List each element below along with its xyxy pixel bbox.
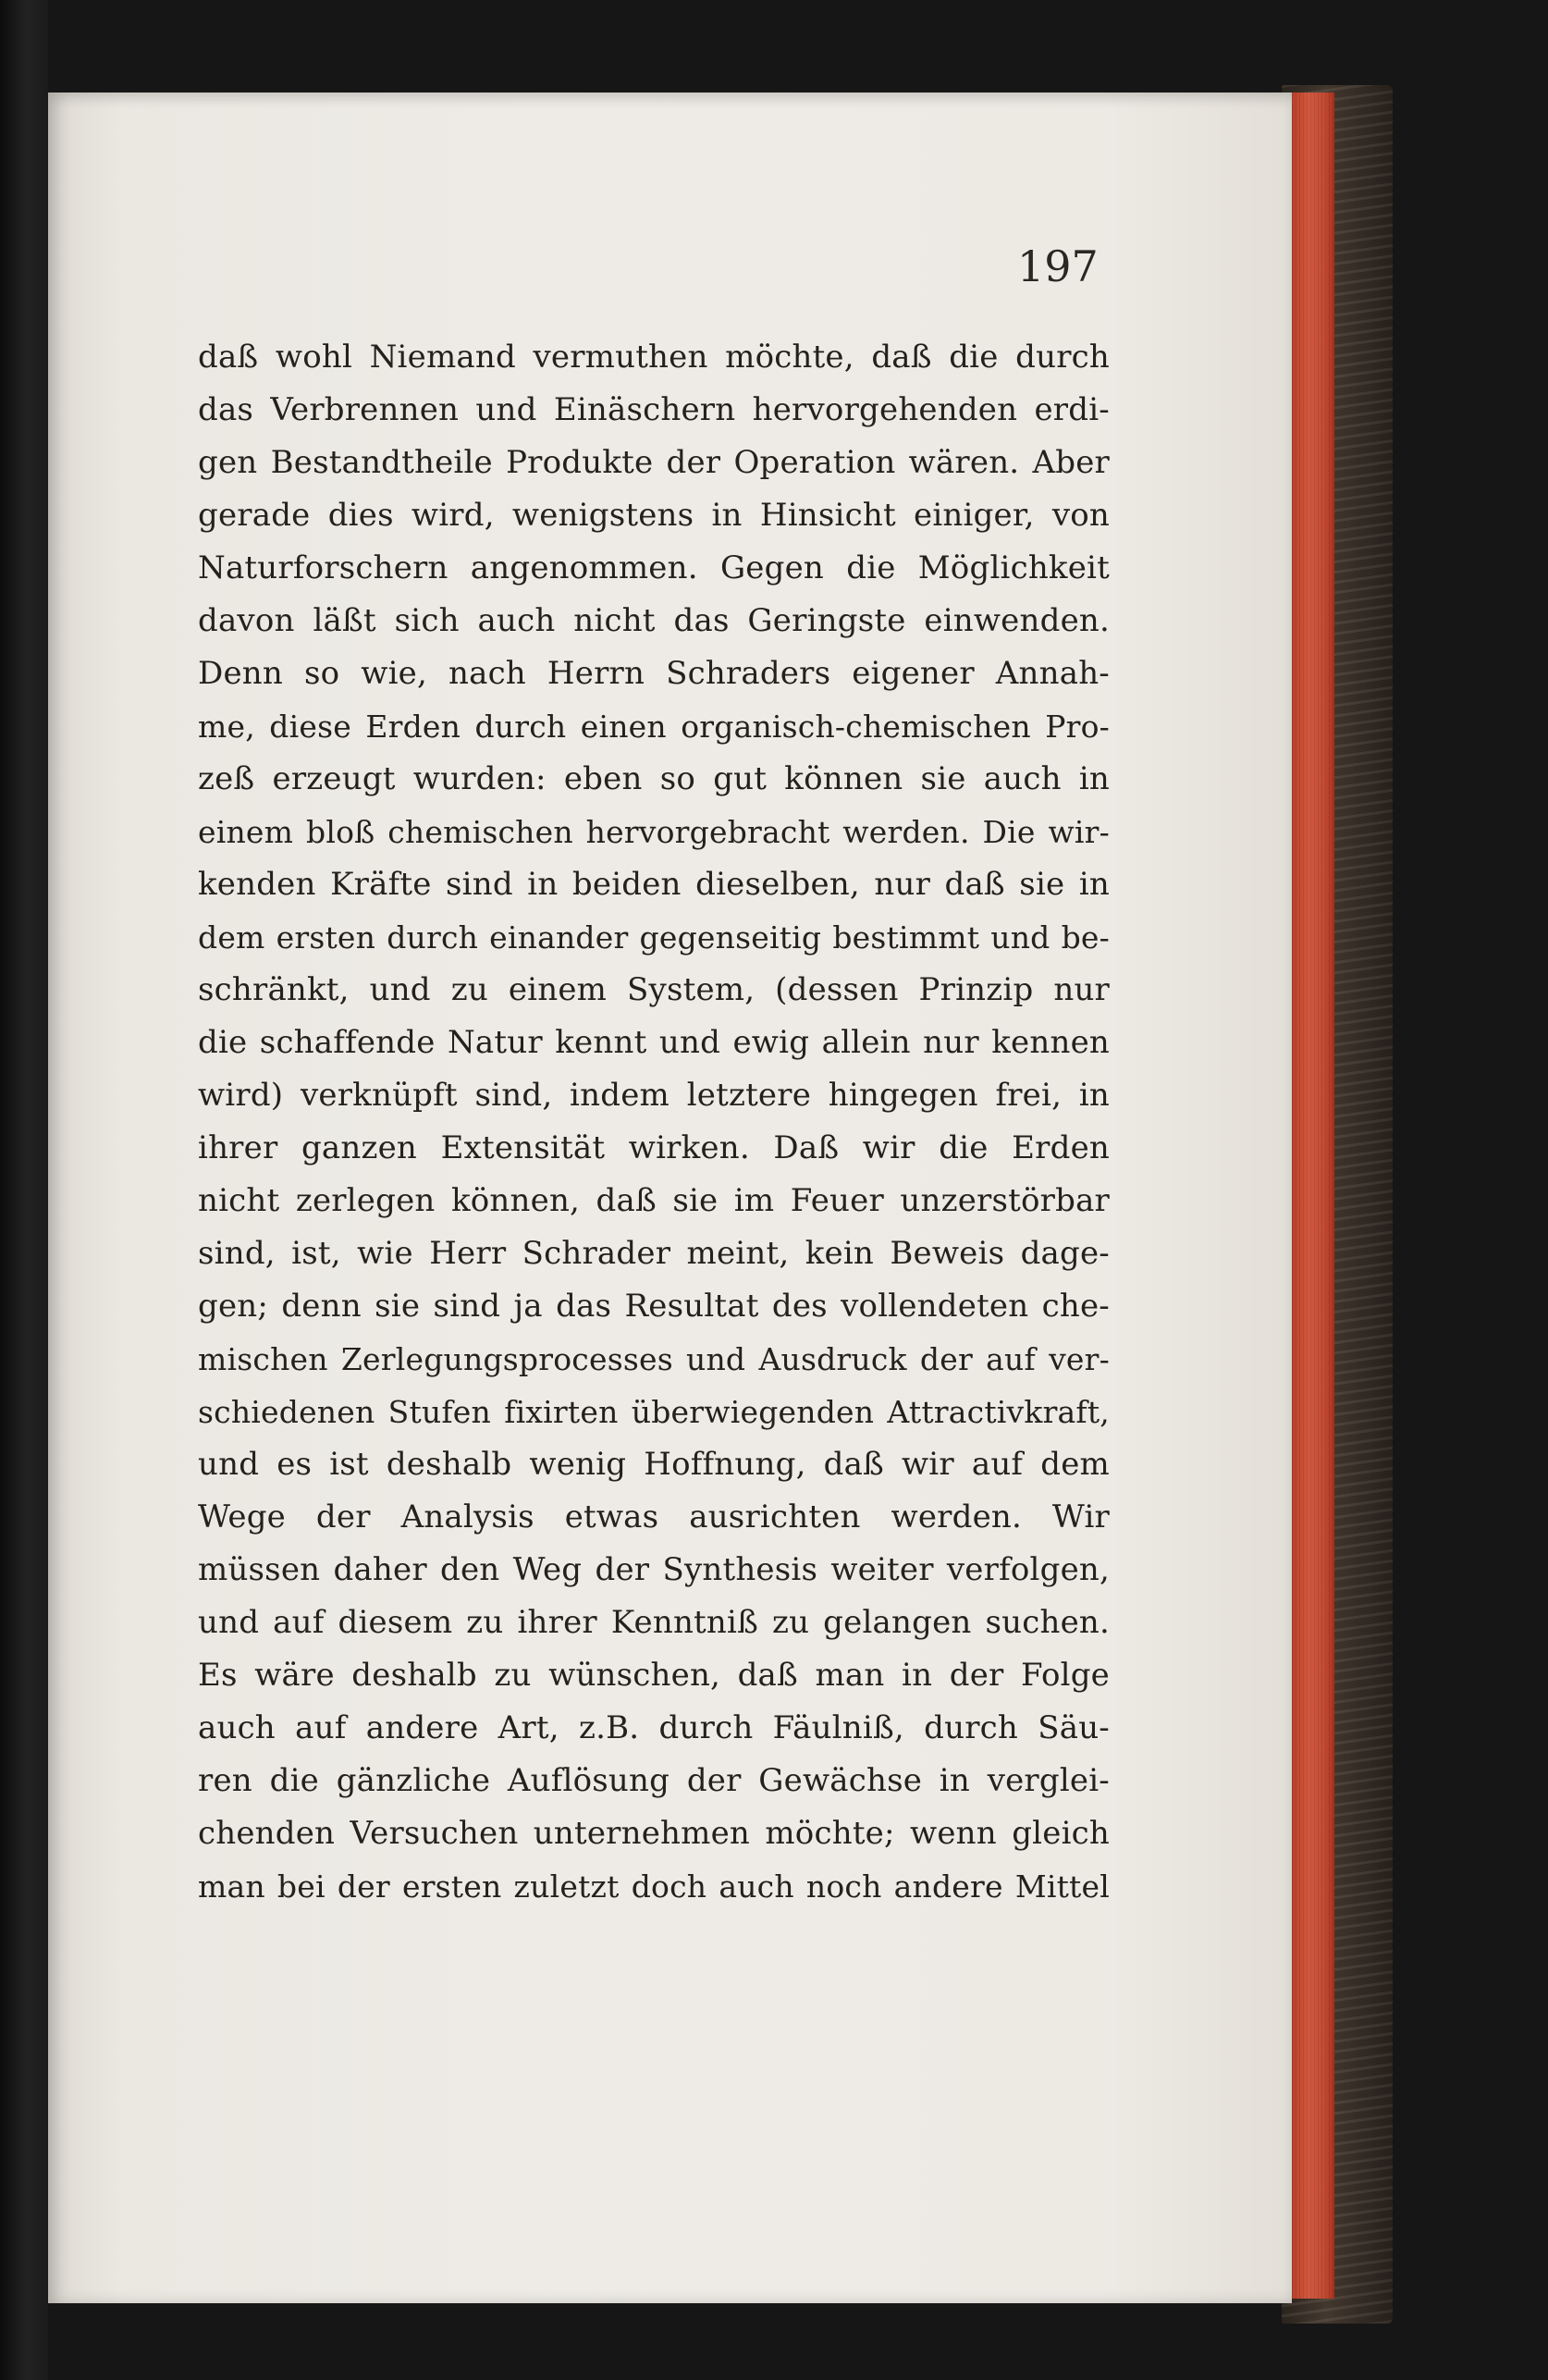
text-line: zeß erzeugt wurden: eben so gut können sie auch in — [198, 760, 1110, 797]
text-line: davon läßt sich auch nicht das Geringste einwenden. — [198, 602, 1110, 639]
text-line: chenden Versuchen unternehmen möchte; wenn gleich — [198, 1815, 1110, 1852]
text-line: mischen Zerlegungsprocesses und Ausdruck der auf ver- — [198, 1341, 1110, 1377]
red-page-edge — [1288, 92, 1334, 2299]
page-number: 197 — [1017, 241, 1099, 291]
text-line: müssen daher den Weg der Synthesis weiter verfolgen, — [198, 1551, 1110, 1588]
text-line: das Verbrennen und Einäschern hervorgehenden erdi- — [198, 391, 1110, 428]
text-line: Es wäre deshalb zu wünschen, daß man in der Folge — [198, 1657, 1110, 1694]
text-line: ren die gänzliche Auflösung der Gewächse in verglei- — [198, 1762, 1110, 1799]
text-line: gen Bestandtheile Produkte der Operation wären. Aber — [198, 444, 1110, 481]
text-line: einem bloß chemischen hervorgebracht werden. Die wir- — [198, 814, 1110, 850]
text-line: und es ist deshalb wenig Hoffnung, daß wir auf dem — [198, 1446, 1110, 1483]
text-line: schiedenen Stufen fixirten überwiegenden Attractivkraft, — [198, 1394, 1110, 1430]
text-line: me, diese Erden durch einen organisch-chemischen Pro- — [198, 709, 1110, 745]
text-line: Denn so wie, nach Herrn Schraders eigener Annah- — [198, 655, 1110, 692]
text-line: kenden Kräfte sind in beiden dieselben, nur daß sie in — [198, 866, 1110, 903]
text-line: gen; denn sie sind ja das Resultat des vollendeten che- — [198, 1288, 1110, 1325]
text-line: wird) verknüpft sind, indem letztere hingegen frei, in — [198, 1077, 1110, 1114]
text-line: auch auf andere Art, z.B. durch Fäulniß, durch Säu- — [198, 1709, 1110, 1746]
text-line: daß wohl Niemand vermuthen möchte, daß die durch — [198, 339, 1110, 376]
facing-page-shadow — [0, 0, 48, 2380]
body-text — [198, 331, 1110, 1913]
text-line: und auf diesem zu ihrer Kenntniß zu gelangen suchen. — [198, 1604, 1110, 1641]
text-line: sind, ist, wie Herr Schrader meint, kein Beweis dage- — [198, 1235, 1110, 1272]
text-line: nicht zerlegen können, daß sie im Feuer unzerstörbar — [198, 1182, 1110, 1219]
text-line: ihrer ganzen Extensität wirken. Daß wir die Erden — [198, 1129, 1110, 1166]
text-line: dem ersten durch einander gegenseitig bestimmt und be- — [198, 919, 1110, 956]
text-line: Wege der Analysis etwas ausrichten werden. Wir — [198, 1498, 1110, 1535]
text-line: Naturforschern angenommen. Gegen die Möglichkeit — [198, 549, 1110, 586]
text-line: die schaffende Natur kennt und ewig allein nur kennen — [198, 1024, 1110, 1061]
text-line: gerade dies wird, wenigstens in Hinsicht einiger, von — [198, 497, 1110, 534]
text-line: schränkt, und zu einem System, (dessen Prinzip nur — [198, 971, 1110, 1008]
text-line: man bei der ersten zuletzt doch auch noch andere Mittel — [198, 1868, 1110, 1905]
